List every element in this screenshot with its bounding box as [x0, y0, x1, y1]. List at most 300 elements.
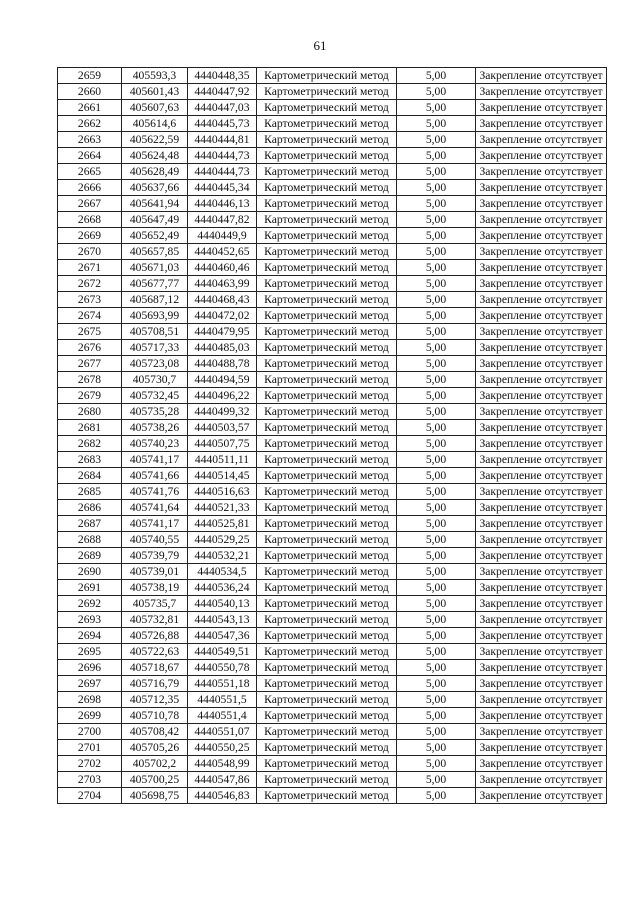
fixing-cell: Закрепление отсутствует: [476, 132, 607, 148]
method-cell: Картометрический метод: [257, 340, 397, 356]
fixing-cell: Закрепление отсутствует: [476, 628, 607, 644]
method-cell: Картометрический метод: [257, 724, 397, 740]
table-row: [58, 756, 607, 772]
method-cell: Картометрический метод: [257, 292, 397, 308]
y-coordinate-cell: 4440507,75: [188, 436, 257, 452]
table-row: [58, 116, 607, 132]
y-coordinate-cell: 4440551,18: [188, 676, 257, 692]
y-coordinate-cell: 4440511,11: [188, 452, 257, 468]
table-row: [58, 388, 607, 404]
accuracy-cell: 5,00: [397, 84, 476, 100]
x-coordinate-cell: 405732,81: [122, 612, 188, 628]
point-number-cell: 2682: [58, 436, 122, 452]
method-cell: Картометрический метод: [257, 372, 397, 388]
accuracy-cell: 5,00: [397, 100, 476, 116]
x-coordinate-cell: 405607,63: [122, 100, 188, 116]
table-row: [58, 324, 607, 340]
method-cell: Картометрический метод: [257, 164, 397, 180]
table-row: [58, 580, 607, 596]
point-number-cell: 2679: [58, 388, 122, 404]
fixing-cell: Закрепление отсутствует: [476, 420, 607, 436]
accuracy-cell: 5,00: [397, 772, 476, 788]
method-cell: Картометрический метод: [257, 132, 397, 148]
accuracy-cell: 5,00: [397, 308, 476, 324]
table-row: [58, 420, 607, 436]
table-row: [58, 180, 607, 196]
x-coordinate-cell: 405593,3: [122, 68, 188, 84]
table-row: [58, 468, 607, 484]
method-cell: Картометрический метод: [257, 692, 397, 708]
fixing-cell: Закрепление отсутствует: [476, 228, 607, 244]
accuracy-cell: 5,00: [397, 340, 476, 356]
x-coordinate-cell: 405740,55: [122, 532, 188, 548]
accuracy-cell: 5,00: [397, 228, 476, 244]
y-coordinate-cell: 4440551,4: [188, 708, 257, 724]
fixing-cell: Закрепление отсутствует: [476, 260, 607, 276]
y-coordinate-cell: 4440445,73: [188, 116, 257, 132]
table-row: [58, 708, 607, 724]
y-coordinate-cell: 4440550,78: [188, 660, 257, 676]
table-row: [58, 340, 607, 356]
point-number-cell: 2675: [58, 324, 122, 340]
y-coordinate-cell: 4440550,25: [188, 740, 257, 756]
point-number-cell: 2685: [58, 484, 122, 500]
x-coordinate-cell: 405739,01: [122, 564, 188, 580]
accuracy-cell: 5,00: [397, 708, 476, 724]
table-row: [58, 212, 607, 228]
x-coordinate-cell: 405723,08: [122, 356, 188, 372]
fixing-cell: Закрепление отсутствует: [476, 564, 607, 580]
accuracy-cell: 5,00: [397, 436, 476, 452]
method-cell: Картометрический метод: [257, 468, 397, 484]
accuracy-cell: 5,00: [397, 484, 476, 500]
point-number-cell: 2672: [58, 276, 122, 292]
method-cell: Картометрический метод: [257, 244, 397, 260]
point-number-cell: 2698: [58, 692, 122, 708]
y-coordinate-cell: 4440444,81: [188, 132, 257, 148]
x-coordinate-cell: 405710,78: [122, 708, 188, 724]
y-coordinate-cell: 4440546,83: [188, 788, 257, 804]
point-number-cell: 2697: [58, 676, 122, 692]
method-cell: Картометрический метод: [257, 788, 397, 804]
x-coordinate-cell: 405628,49: [122, 164, 188, 180]
x-coordinate-cell: 405702,2: [122, 756, 188, 772]
y-coordinate-cell: 4440496,22: [188, 388, 257, 404]
fixing-cell: Закрепление отсутствует: [476, 612, 607, 628]
table-row: [58, 644, 607, 660]
x-coordinate-cell: 405693,99: [122, 308, 188, 324]
point-number-cell: 2664: [58, 148, 122, 164]
accuracy-cell: 5,00: [397, 180, 476, 196]
y-coordinate-cell: 4440543,13: [188, 612, 257, 628]
y-coordinate-cell: 4440549,51: [188, 644, 257, 660]
x-coordinate-cell: 405614,6: [122, 116, 188, 132]
y-coordinate-cell: 4440463,99: [188, 276, 257, 292]
accuracy-cell: 5,00: [397, 516, 476, 532]
x-coordinate-cell: 405741,17: [122, 452, 188, 468]
accuracy-cell: 5,00: [397, 292, 476, 308]
y-coordinate-cell: 4440488,78: [188, 356, 257, 372]
coordinates-table-body: [58, 68, 607, 804]
table-row: [58, 692, 607, 708]
fixing-cell: Закрепление отсутствует: [476, 116, 607, 132]
fixing-cell: Закрепление отсутствует: [476, 500, 607, 516]
point-number-cell: 2684: [58, 468, 122, 484]
table-row: [58, 628, 607, 644]
y-coordinate-cell: 4440446,13: [188, 196, 257, 212]
fixing-cell: Закрепление отсутствует: [476, 580, 607, 596]
table-row: [58, 500, 607, 516]
x-coordinate-cell: 405735,28: [122, 404, 188, 420]
table-row: [58, 404, 607, 420]
x-coordinate-cell: 405641,94: [122, 196, 188, 212]
fixing-cell: Закрепление отсутствует: [476, 788, 607, 804]
table-row: [58, 724, 607, 740]
method-cell: Картометрический метод: [257, 100, 397, 116]
point-number-cell: 2669: [58, 228, 122, 244]
method-cell: Картометрический метод: [257, 180, 397, 196]
fixing-cell: Закрепление отсутствует: [476, 596, 607, 612]
accuracy-cell: 5,00: [397, 116, 476, 132]
x-coordinate-cell: 405705,26: [122, 740, 188, 756]
table-row: [58, 308, 607, 324]
y-coordinate-cell: 4440514,45: [188, 468, 257, 484]
table-row: [58, 164, 607, 180]
point-number-cell: 2695: [58, 644, 122, 660]
method-cell: Картометрический метод: [257, 276, 397, 292]
x-coordinate-cell: 405741,17: [122, 516, 188, 532]
y-coordinate-cell: 4440547,36: [188, 628, 257, 644]
y-coordinate-cell: 4440494,59: [188, 372, 257, 388]
method-cell: Картометрический метод: [257, 308, 397, 324]
table-row: [58, 548, 607, 564]
table-row: [58, 516, 607, 532]
fixing-cell: Закрепление отсутствует: [476, 212, 607, 228]
method-cell: Картометрический метод: [257, 500, 397, 516]
accuracy-cell: 5,00: [397, 724, 476, 740]
y-coordinate-cell: 4440540,13: [188, 596, 257, 612]
fixing-cell: Закрепление отсутствует: [476, 660, 607, 676]
y-coordinate-cell: 4440472,02: [188, 308, 257, 324]
x-coordinate-cell: 405738,26: [122, 420, 188, 436]
fixing-cell: Закрепление отсутствует: [476, 180, 607, 196]
method-cell: Картометрический метод: [257, 740, 397, 756]
fixing-cell: Закрепление отсутствует: [476, 708, 607, 724]
y-coordinate-cell: 4440548,99: [188, 756, 257, 772]
method-cell: Картометрический метод: [257, 580, 397, 596]
table-row: [58, 484, 607, 500]
x-coordinate-cell: 405687,12: [122, 292, 188, 308]
method-cell: Картометрический метод: [257, 660, 397, 676]
fixing-cell: Закрепление отсутствует: [476, 740, 607, 756]
x-coordinate-cell: 405637,66: [122, 180, 188, 196]
point-number-cell: 2699: [58, 708, 122, 724]
x-coordinate-cell: 405647,49: [122, 212, 188, 228]
method-cell: Картометрический метод: [257, 708, 397, 724]
x-coordinate-cell: 405671,03: [122, 260, 188, 276]
table-row: [58, 788, 607, 804]
fixing-cell: Закрепление отсутствует: [476, 196, 607, 212]
fixing-cell: Закрепление отсутствует: [476, 84, 607, 100]
table-row: [58, 740, 607, 756]
accuracy-cell: 5,00: [397, 532, 476, 548]
method-cell: Картометрический метод: [257, 420, 397, 436]
accuracy-cell: 5,00: [397, 756, 476, 772]
point-number-cell: 2671: [58, 260, 122, 276]
accuracy-cell: 5,00: [397, 132, 476, 148]
method-cell: Картометрический метод: [257, 84, 397, 100]
method-cell: Картометрический метод: [257, 228, 397, 244]
method-cell: Картометрический метод: [257, 116, 397, 132]
accuracy-cell: 5,00: [397, 548, 476, 564]
x-coordinate-cell: 405726,88: [122, 628, 188, 644]
fixing-cell: Закрепление отсутствует: [476, 356, 607, 372]
point-number-cell: 2687: [58, 516, 122, 532]
y-coordinate-cell: 4440532,21: [188, 548, 257, 564]
method-cell: Картометрический метод: [257, 452, 397, 468]
point-number-cell: 2701: [58, 740, 122, 756]
method-cell: Картометрический метод: [257, 436, 397, 452]
fixing-cell: Закрепление отсутствует: [476, 516, 607, 532]
method-cell: Картометрический метод: [257, 516, 397, 532]
table-row: [58, 196, 607, 212]
point-number-cell: 2667: [58, 196, 122, 212]
accuracy-cell: 5,00: [397, 420, 476, 436]
x-coordinate-cell: 405732,45: [122, 388, 188, 404]
point-number-cell: 2663: [58, 132, 122, 148]
accuracy-cell: 5,00: [397, 324, 476, 340]
x-coordinate-cell: 405741,76: [122, 484, 188, 500]
x-coordinate-cell: 405716,79: [122, 676, 188, 692]
x-coordinate-cell: 405657,85: [122, 244, 188, 260]
point-number-cell: 2694: [58, 628, 122, 644]
point-number-cell: 2673: [58, 292, 122, 308]
fixing-cell: Закрепление отсутствует: [476, 436, 607, 452]
table-row: [58, 68, 607, 84]
y-coordinate-cell: 4440547,86: [188, 772, 257, 788]
page-number: 61: [313, 38, 327, 53]
accuracy-cell: 5,00: [397, 276, 476, 292]
x-coordinate-cell: 405712,35: [122, 692, 188, 708]
point-number-cell: 2680: [58, 404, 122, 420]
y-coordinate-cell: 4440448,35: [188, 68, 257, 84]
point-number-cell: 2660: [58, 84, 122, 100]
table-row: [58, 452, 607, 468]
fixing-cell: Закрепление отсутствует: [476, 532, 607, 548]
x-coordinate-cell: 405708,51: [122, 324, 188, 340]
fixing-cell: Закрепление отсутствует: [476, 388, 607, 404]
point-number-cell: 2688: [58, 532, 122, 548]
fixing-cell: Закрепление отсутствует: [476, 468, 607, 484]
fixing-cell: Закрепление отсутствует: [476, 676, 607, 692]
accuracy-cell: 5,00: [397, 644, 476, 660]
accuracy-cell: 5,00: [397, 68, 476, 84]
point-number-cell: 2659: [58, 68, 122, 84]
table-row: [58, 84, 607, 100]
table-row: [58, 564, 607, 580]
point-number-cell: 2686: [58, 500, 122, 516]
fixing-cell: Закрепление отсутствует: [476, 100, 607, 116]
table-row: [58, 292, 607, 308]
y-coordinate-cell: 4440452,65: [188, 244, 257, 260]
y-coordinate-cell: 4440468,43: [188, 292, 257, 308]
point-number-cell: 2683: [58, 452, 122, 468]
y-coordinate-cell: 4440551,5: [188, 692, 257, 708]
fixing-cell: Закрепление отсутствует: [476, 164, 607, 180]
x-coordinate-cell: 405730,7: [122, 372, 188, 388]
table-row: [58, 772, 607, 788]
fixing-cell: Закрепление отсутствует: [476, 756, 607, 772]
point-number-cell: 2677: [58, 356, 122, 372]
point-number-cell: 2670: [58, 244, 122, 260]
point-number-cell: 2696: [58, 660, 122, 676]
table-row: [58, 244, 607, 260]
table-row: [58, 228, 607, 244]
y-coordinate-cell: 4440479,95: [188, 324, 257, 340]
point-number-cell: 2681: [58, 420, 122, 436]
fixing-cell: Закрепление отсутствует: [476, 452, 607, 468]
table-row: [58, 100, 607, 116]
method-cell: Картометрический метод: [257, 148, 397, 164]
accuracy-cell: 5,00: [397, 628, 476, 644]
accuracy-cell: 5,00: [397, 452, 476, 468]
method-cell: Картометрический метод: [257, 212, 397, 228]
y-coordinate-cell: 4440447,92: [188, 84, 257, 100]
point-number-cell: 2676: [58, 340, 122, 356]
point-number-cell: 2704: [58, 788, 122, 804]
accuracy-cell: 5,00: [397, 148, 476, 164]
y-coordinate-cell: 4440516,63: [188, 484, 257, 500]
x-coordinate-cell: 405738,19: [122, 580, 188, 596]
point-number-cell: 2665: [58, 164, 122, 180]
point-number-cell: 2678: [58, 372, 122, 388]
x-coordinate-cell: 405698,75: [122, 788, 188, 804]
y-coordinate-cell: 4440536,24: [188, 580, 257, 596]
x-coordinate-cell: 405741,66: [122, 468, 188, 484]
method-cell: Картометрический метод: [257, 356, 397, 372]
table-row: [58, 148, 607, 164]
point-number-cell: 2662: [58, 116, 122, 132]
method-cell: Картометрический метод: [257, 756, 397, 772]
fixing-cell: Закрепление отсутствует: [476, 68, 607, 84]
method-cell: Картометрический метод: [257, 644, 397, 660]
method-cell: Картометрический метод: [257, 676, 397, 692]
point-number-cell: 2661: [58, 100, 122, 116]
y-coordinate-cell: 4440534,5: [188, 564, 257, 580]
y-coordinate-cell: 4440444,73: [188, 164, 257, 180]
accuracy-cell: 5,00: [397, 788, 476, 804]
y-coordinate-cell: 4440447,03: [188, 100, 257, 116]
accuracy-cell: 5,00: [397, 612, 476, 628]
accuracy-cell: 5,00: [397, 676, 476, 692]
method-cell: Картометрический метод: [257, 612, 397, 628]
point-number-cell: 2690: [58, 564, 122, 580]
accuracy-cell: 5,00: [397, 244, 476, 260]
accuracy-cell: 5,00: [397, 372, 476, 388]
accuracy-cell: 5,00: [397, 212, 476, 228]
method-cell: Картометрический метод: [257, 484, 397, 500]
method-cell: Картометрический метод: [257, 532, 397, 548]
fixing-cell: Закрепление отсутствует: [476, 692, 607, 708]
x-coordinate-cell: 405718,67: [122, 660, 188, 676]
x-coordinate-cell: 405722,63: [122, 644, 188, 660]
point-number-cell: 2693: [58, 612, 122, 628]
y-coordinate-cell: 4440499,32: [188, 404, 257, 420]
y-coordinate-cell: 4440503,57: [188, 420, 257, 436]
table-row: [58, 260, 607, 276]
accuracy-cell: 5,00: [397, 500, 476, 516]
point-number-cell: 2702: [58, 756, 122, 772]
fixing-cell: Закрепление отсутствует: [476, 548, 607, 564]
x-coordinate-cell: 405735,7: [122, 596, 188, 612]
fixing-cell: Закрепление отсутствует: [476, 148, 607, 164]
accuracy-cell: 5,00: [397, 356, 476, 372]
accuracy-cell: 5,00: [397, 260, 476, 276]
point-number-cell: 2668: [58, 212, 122, 228]
fixing-cell: Закрепление отсутствует: [476, 276, 607, 292]
point-number-cell: 2666: [58, 180, 122, 196]
accuracy-cell: 5,00: [397, 692, 476, 708]
fixing-cell: Закрепление отсутствует: [476, 340, 607, 356]
y-coordinate-cell: 4440445,34: [188, 180, 257, 196]
fixing-cell: Закрепление отсутствует: [476, 724, 607, 740]
method-cell: Картометрический метод: [257, 324, 397, 340]
point-number-cell: 2691: [58, 580, 122, 596]
table-row: [58, 660, 607, 676]
y-coordinate-cell: 4440521,33: [188, 500, 257, 516]
fixing-cell: Закрепление отсутствует: [476, 772, 607, 788]
method-cell: Картометрический метод: [257, 388, 397, 404]
fixing-cell: Закрепление отсутствует: [476, 372, 607, 388]
accuracy-cell: 5,00: [397, 388, 476, 404]
method-cell: Картометрический метод: [257, 68, 397, 84]
point-number-cell: 2674: [58, 308, 122, 324]
accuracy-cell: 5,00: [397, 660, 476, 676]
coordinates-table: [57, 67, 607, 804]
fixing-cell: Закрепление отсутствует: [476, 404, 607, 420]
x-coordinate-cell: 405700,25: [122, 772, 188, 788]
table-row: [58, 532, 607, 548]
x-coordinate-cell: 405741,64: [122, 500, 188, 516]
accuracy-cell: 5,00: [397, 580, 476, 596]
table-row: [58, 676, 607, 692]
method-cell: Картометрический метод: [257, 196, 397, 212]
method-cell: Картометрический метод: [257, 628, 397, 644]
x-coordinate-cell: 405739,79: [122, 548, 188, 564]
point-number-cell: 2703: [58, 772, 122, 788]
x-coordinate-cell: 405624,48: [122, 148, 188, 164]
fixing-cell: Закрепление отсутствует: [476, 644, 607, 660]
y-coordinate-cell: 4440529,25: [188, 532, 257, 548]
fixing-cell: Закрепление отсутствует: [476, 292, 607, 308]
table-row: [58, 356, 607, 372]
x-coordinate-cell: 405740,23: [122, 436, 188, 452]
accuracy-cell: 5,00: [397, 164, 476, 180]
y-coordinate-cell: 4440447,82: [188, 212, 257, 228]
y-coordinate-cell: 4440485,03: [188, 340, 257, 356]
table-row: [58, 612, 607, 628]
method-cell: Картометрический метод: [257, 260, 397, 276]
fixing-cell: Закрепление отсутствует: [476, 244, 607, 260]
table-row: [58, 596, 607, 612]
fixing-cell: Закрепление отсутствует: [476, 484, 607, 500]
x-coordinate-cell: 405708,42: [122, 724, 188, 740]
fixing-cell: Закрепление отсутствует: [476, 324, 607, 340]
point-number-cell: 2700: [58, 724, 122, 740]
accuracy-cell: 5,00: [397, 468, 476, 484]
fixing-cell: Закрепление отсутствует: [476, 308, 607, 324]
accuracy-cell: 5,00: [397, 596, 476, 612]
